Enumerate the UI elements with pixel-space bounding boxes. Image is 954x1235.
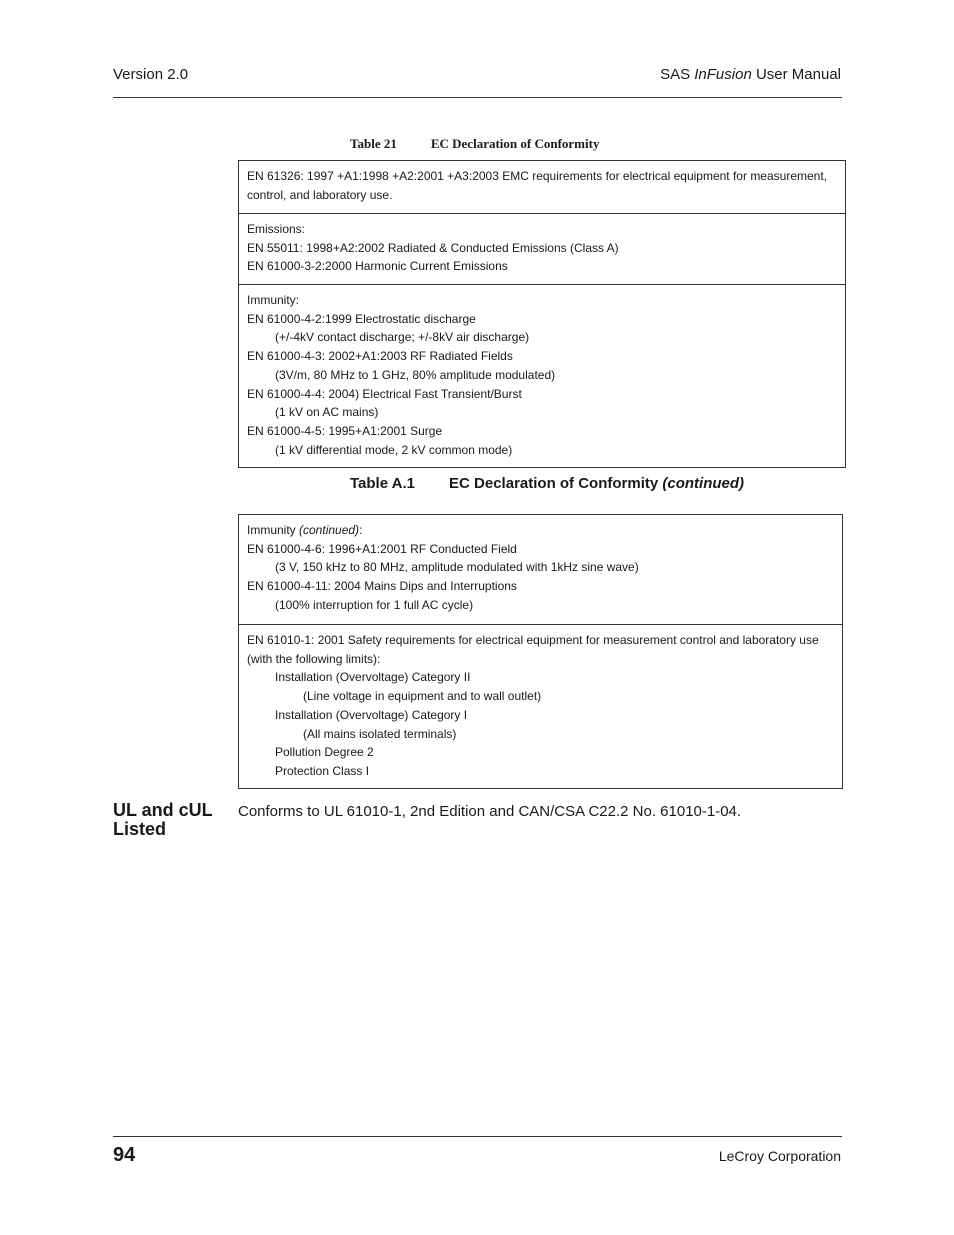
footer-rule <box>113 1136 842 1137</box>
table-cell-emissions: Emissions: EN 55011: 1998+A2:2002 Radiated & Conducted Emissions (Class A) EN 61000-3-2:2000 Harmonic Current Emissions <box>239 213 845 284</box>
section-heading-ul-listed: UL and cUL Listed <box>113 800 213 839</box>
table-cell-safety: EN 61010-1: 2001 Safety requirements for electrical equipment for measurement control and laboratory use (with the following limits): Installation (Overvoltage) Category II (Line voltage in equipment and to wall outlet) Installation (Overvoltage) Category I (All mains isolated terminals) Pollution Degree 2 Protection Class I <box>239 624 842 788</box>
table-cell-immunity: Immunity: EN 61000-4-2:1999 Electrostatic discharge (+/-4kV contact discharge; +/-8kV air discharge) EN 61000-4-3: 2002+A1:2003 RF Radiated Fields (3V/m, 80 MHz to 1 GHz, 80% amplitude modulated) EN 61000-4-4: 2004) Electrical Fast Transient/Burst (1 kV on AC mains) EN 61000-4-5: 1995+A1:2001 Surge (1 kV differential mode, 2 kV common mode) <box>239 284 845 467</box>
table-a1-caption: Table A.1 EC Declaration of Conformity (continued) <box>350 475 745 492</box>
table-21-caption: Table 21 EC Declaration of Conformity <box>350 136 600 151</box>
table-cell-immunity-continued: Immunity (continued): EN 61000-4-6: 1996+A1:2001 RF Conducted Field (3 V, 150 kHz to 80 MHz, amplitude modulated with 1kHz sine wave) EN 61000-4-11: 2004 Mains Dips and Interruptions (100% interruption for 1 full AC cycle) <box>247 523 639 612</box>
section-body-ul-listed: Conforms to UL 61010-1, 2nd Edition and CAN/CSA C22.2 No. 61010-1-04. <box>238 803 742 820</box>
page-number: 94 <box>113 1144 136 1166</box>
ec-conformity-table <box>238 160 846 468</box>
footer-company: LeCroy Corporation <box>718 1148 841 1164</box>
ec-conformity-table-continued <box>238 514 843 789</box>
header-version: Version 2.0 <box>113 66 189 83</box>
header-manual-title: SAS InFusion User Manual <box>660 66 841 83</box>
table-cell-emc: EN 61326: 1997 +A1:1998 +A2:2001 +A3:2003 EMC requirements for electrical equipment for measurement, control, and laboratory use. <box>247 169 828 202</box>
header-rule <box>113 97 842 98</box>
